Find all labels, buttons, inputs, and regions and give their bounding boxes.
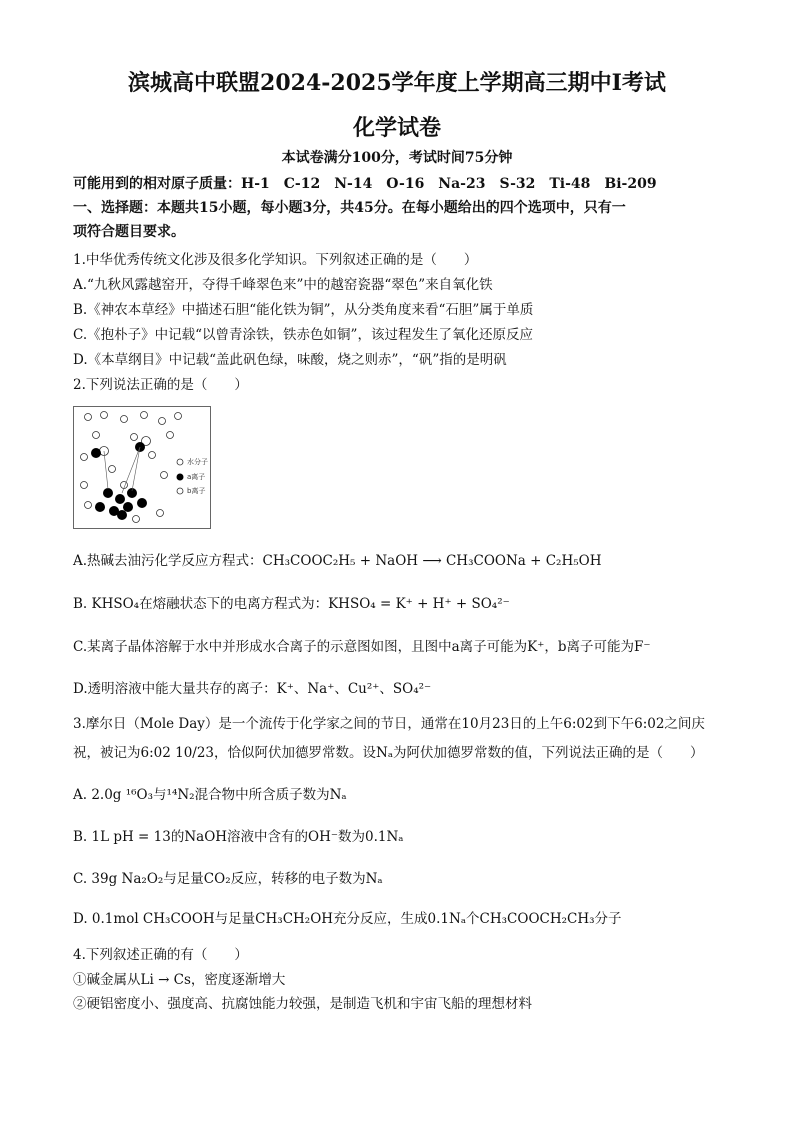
q3-stem-line2: 祝，被记为6:02 10/23，恰似阿伏加德罗常数。设Nₐ为阿伏加德罗常数的值，下列说法正确的是（ ） <box>73 745 704 761</box>
q1-option-b: B.《神农本草经》中描述石胆“能化铁为铜”，从分类角度来看“石胆”属于单质 <box>73 302 534 318</box>
q2-option-a: A.热碱去油污化学反应方程式：CH₃COOC₂H₅ + NaOH ⟶ CH₃COONa + C₂H₅OH <box>73 553 602 569</box>
exam-info: 本试卷满分100分，考试时间75分钟 <box>281 150 513 166</box>
legend-water: 水分子 <box>187 458 208 466</box>
water-molecule-legend-icon <box>177 459 183 465</box>
q4-item-2: ②硬铝密度小、强度高、抗腐蚀能力较强，是制造飞机和宇宙飞船的理想材料 <box>73 996 532 1012</box>
b-ion-legend-icon <box>177 488 183 494</box>
q2-option-c: C.某离子晶体溶解于水中并形成水合离子的示意图如图，且图中a离子可能为K⁺，b离子可能为F⁻ <box>73 639 651 655</box>
q1-stem: 1.中华优秀传统文化涉及很多化学知识。下列叙述正确的是（ ） <box>73 252 478 268</box>
q3-option-a: A. 2.0g ¹⁶O₃与¹⁴N₂混合物中所含质子数为Nₐ <box>73 787 347 803</box>
q3-stem-line1: 3.摩尔日（Mole Day）是一个流传于化学家之间的节日，通常在10月23日的上午6:02到下午6:02之间庆 <box>73 716 705 732</box>
section-heading-cont: 项符合题目要求。 <box>73 224 185 240</box>
q1-option-c: C.《抱朴子》中记载“以曾青涂铁，铁赤色如铜”，该过程发生了氧化还原反应 <box>73 327 533 343</box>
legend-b-ion: b离子 <box>187 487 206 495</box>
atomic-masses: 可能用到的相对原子质量：H-1 C-12 N-14 O-16 Na-23 S-32 Ti-48 Bi-209 <box>73 176 657 192</box>
legend-a-ion: a离子 <box>187 473 206 481</box>
q4-stem: 4.下列叙述正确的有（ ） <box>73 947 248 963</box>
a-ion-legend-icon <box>177 474 184 481</box>
q4-item-1: ①碱金属从Li → Cs，密度逐渐增大 <box>73 972 286 988</box>
section-heading: 一、选择题：本题共15小题，每小题3分，共45分。在每小题给出的四个选项中，只有一 <box>73 200 626 216</box>
exam-title: 滨城高中联盟2024-2025学年度上学期高三期中Ⅰ考试 <box>128 70 666 96</box>
q2-option-b: B. KHSO₄在熔融状态下的电离方程式为：KHSO₄ = K⁺ + H⁺ + SO₄²⁻ <box>73 596 510 612</box>
hydrated-ion-figure <box>73 406 211 529</box>
q2-option-d: D.透明溶液中能大量共存的离子：K⁺、Na⁺、Cu²⁺、SO₄²⁻ <box>73 681 432 697</box>
q3-option-d: D. 0.1mol CH₃COOH与足量CH₃CH₂OH充分反应，生成0.1Nₐ个CH₃COOCH₂CH₃分子 <box>73 911 622 927</box>
q3-option-b: B. 1L pH = 13的NaOH溶液中含有的OH⁻数为0.1Nₐ <box>73 829 404 845</box>
q1-option-d: D.《本草纲目》中记载“盖此矾色绿，味酸，烧之则赤”，“矾”指的是明矾 <box>73 352 507 368</box>
q1-option-a: A.“九秋风露越窑开，夺得千峰翠色来”中的越窑瓷器“翠色”来自氧化铁 <box>73 277 493 293</box>
q3-option-c: C. 39g Na₂O₂与足量CO₂反应，转移的电子数为Nₐ <box>73 871 383 887</box>
exam-subject: 化学试卷 <box>352 115 441 141</box>
q2-stem: 2.下列说法正确的是（ ） <box>73 377 248 393</box>
